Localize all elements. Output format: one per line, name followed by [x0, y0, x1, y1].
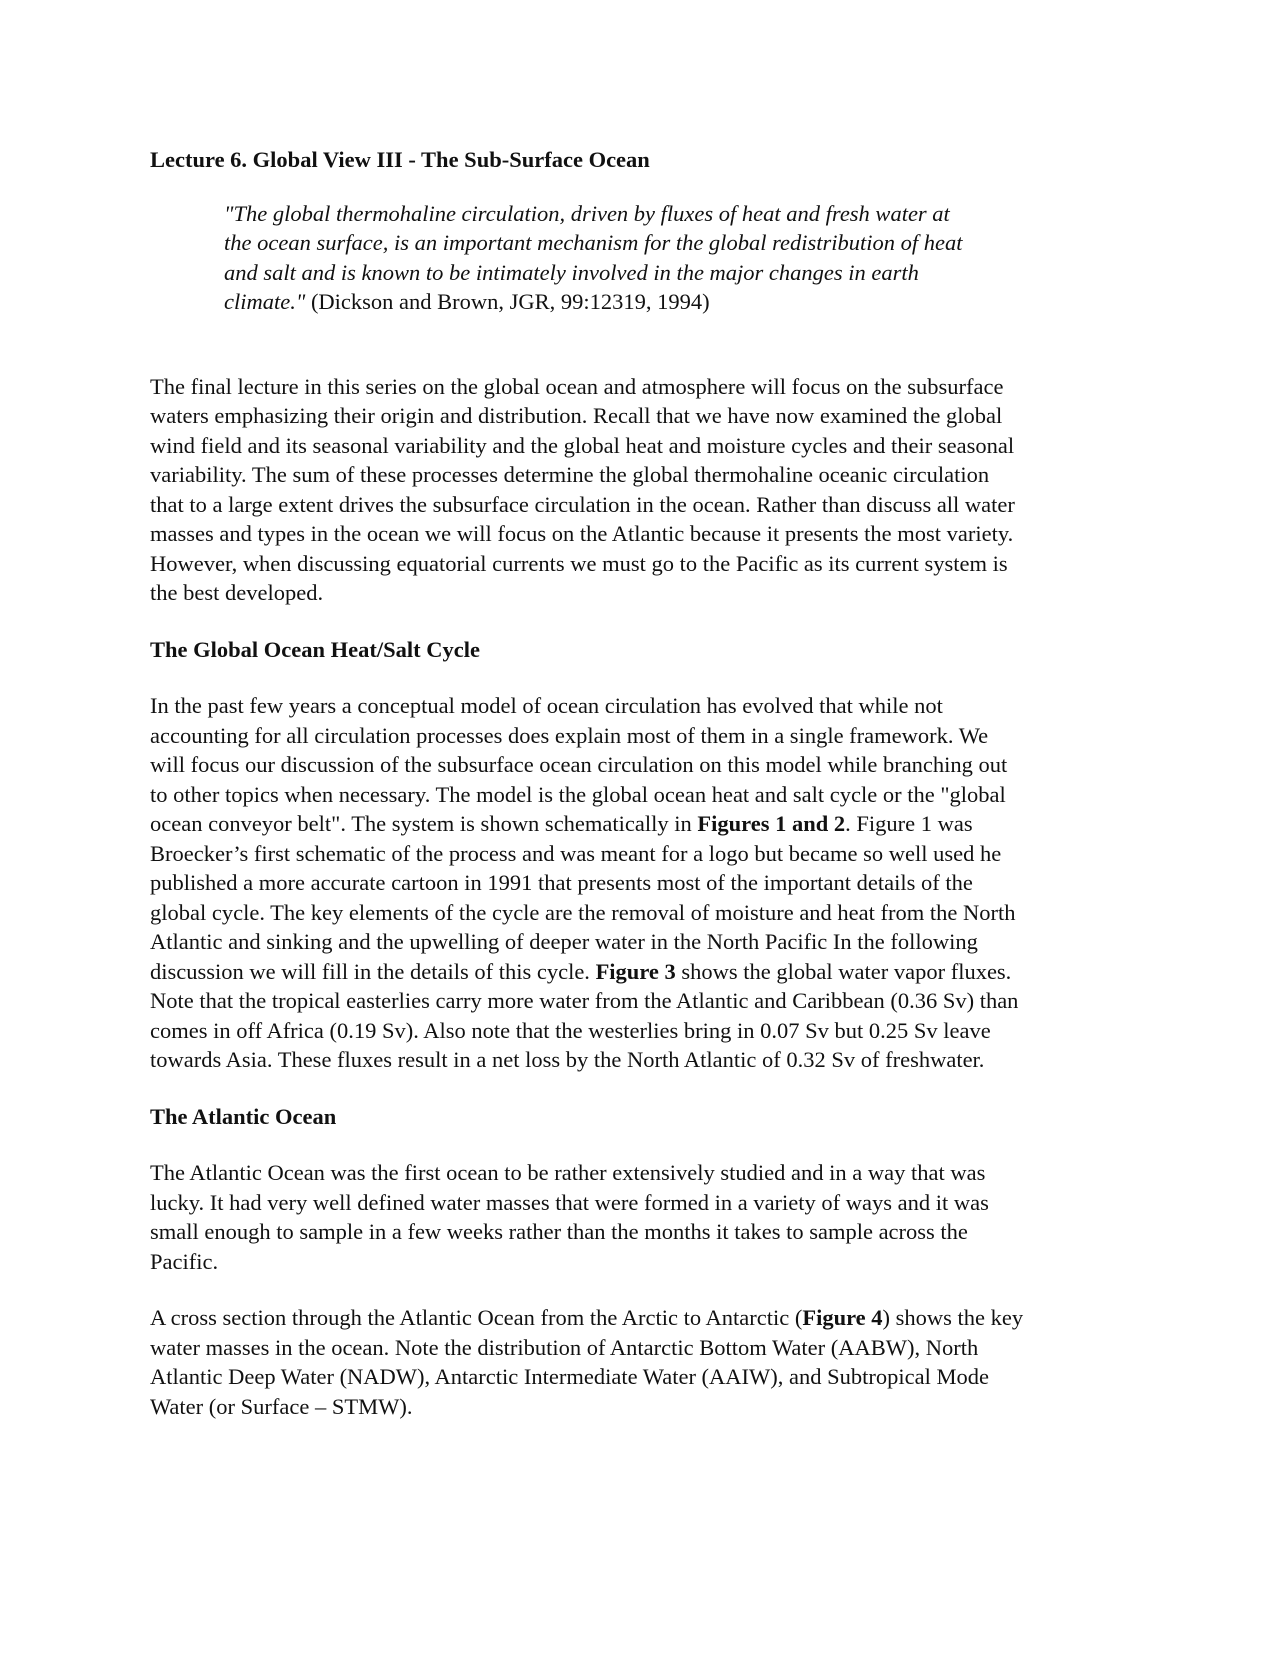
intro-paragraph	[150, 372, 1140, 608]
text-run: . Figure 1 was	[845, 811, 973, 836]
figure-4-reference: Figure 4	[802, 1305, 883, 1330]
paragraph-line-figures-1-2	[150, 809, 1140, 839]
text-run: ocean conveyor belt". The system is shown schematically in	[150, 811, 698, 836]
paragraph-line: masses and types in the ocean we will focus on the Atlantic because it presents the most variety.	[150, 521, 1014, 546]
paragraph-line: Pacific.	[150, 1248, 219, 1274]
paragraph-line: the best developed.	[150, 580, 324, 605]
paragraph-line: Note that the tropical easterlies carry more water from the Atlantic and Caribbean (0.36 Sv) than	[150, 988, 1019, 1013]
paragraph-line: to other topics when necessary. The model is the global ocean heat and salt cycle or the "global	[150, 781, 1006, 807]
epigraph-quote	[224, 199, 1140, 317]
paragraph-line: that to a large extent drives the subsurface circulation in the ocean. Rather than discuss all water	[150, 491, 1015, 517]
paragraph-line: However, when discussing equatorial currents we must go to the Pacific as its current system is	[150, 550, 1008, 576]
paragraph-line: Broecker’s first schematic of the process and was meant for a logo but became so well used he	[150, 840, 1002, 866]
paragraph-line: small enough to sample in a few weeks rather than the months it takes to sample across the	[150, 1219, 968, 1244]
paragraph-line: The final lecture in this series on the global ocean and atmosphere will focus on the subsurface	[150, 373, 1004, 399]
paragraph-line-figure-4	[150, 1303, 1140, 1333]
lecture-title: Lecture 6. Global View III - The Sub-Surface Ocean	[150, 147, 650, 172]
figure-3-reference: Figure 3	[595, 958, 676, 984]
text-run: ) shows the key	[882, 1305, 1024, 1330]
paragraph-line: Atlantic Deep Water (NADW), Antarctic Intermediate Water (AAIW), and Subtropical Mode	[150, 1364, 989, 1389]
paragraph-line: comes in off Africa (0.19 Sv). Also note that the westerlies bring in 0.07 Sv but 0.25 Sv leave	[150, 1017, 991, 1043]
text-run: discussion we will fill in the details of this cycle.	[150, 958, 596, 984]
paragraph-line: will focus our discussion of the subsurface ocean circulation on this model while branching out	[150, 752, 1008, 777]
paragraph-line: Atlantic and sinking and the upwelling of deeper water in the North Pacific In the following	[150, 929, 978, 954]
paragraph-line: In the past few years a conceptual model of ocean circulation has evolved that while not	[150, 693, 943, 718]
document-page	[150, 145, 1140, 1421]
section-heading-heat-salt-cycle: The Global Ocean Heat/Salt Cycle	[150, 636, 480, 662]
atlantic-paragraph-2	[150, 1303, 1140, 1421]
paragraph-line: accounting for all circulation processes does explain most of them in a single framework. We	[150, 722, 989, 748]
epigraph-line: "The global thermohaline circulation, driven by fluxes of heat and fresh water at	[224, 200, 950, 226]
atlantic-paragraph-1	[150, 1158, 1140, 1276]
paragraph-line: towards Asia. These fluxes result in a net loss by the North Atlantic of 0.32 Sv of freshwater.	[150, 1047, 985, 1072]
paragraph-line: variability. The sum of these processes determine the global thermohaline oceanic circulation	[150, 462, 990, 487]
epigraph-line: and salt and is known to be intimately involved in the major changes in earth	[224, 259, 919, 285]
paragraph-line-figure-3	[150, 957, 1140, 987]
epigraph-citation: (Dickson and Brown, JGR, 99:12319, 1994)	[305, 289, 710, 314]
text-run: shows the global water vapor fluxes.	[675, 958, 1012, 984]
paragraph-line: water masses in the ocean. Note the distribution of Antarctic Bottom Water (AABW), North	[150, 1334, 979, 1360]
paragraph-line: global cycle. The key elements of the cycle are the removal of moisture and heat from the North	[150, 899, 1016, 925]
epigraph-last-word: climate."	[224, 289, 306, 314]
paragraph-line: The Atlantic Ocean was the first ocean to be rather extensively studied and in a way that was	[150, 1160, 986, 1185]
paragraph-line: Water (or Surface – STMW).	[150, 1393, 413, 1419]
epigraph-line: the ocean surface, is an important mechanism for the global redistribution of heat	[224, 230, 963, 255]
text-run: A cross section through the Atlantic Ocean from the Arctic to Antarctic (	[150, 1305, 803, 1330]
epigraph-last-line	[224, 287, 1140, 317]
paragraph-line: wind field and its seasonal variability and the global heat and moisture cycles and their seasonal	[150, 432, 1015, 458]
paragraph-line: lucky. It had very well defined water masses that were formed in a variety of ways and it was	[150, 1189, 989, 1215]
section-heading-atlantic-ocean: The Atlantic Ocean	[150, 1103, 337, 1129]
paragraph-line: waters emphasizing their origin and distribution. Recall that we have now examined the global	[150, 403, 1003, 428]
figures-1-2-reference: Figures 1 and 2	[697, 811, 846, 836]
heat-salt-cycle-paragraph	[150, 691, 1140, 1075]
paragraph-line: published a more accurate cartoon in 1991 that presents most of the important details of the	[150, 870, 973, 895]
